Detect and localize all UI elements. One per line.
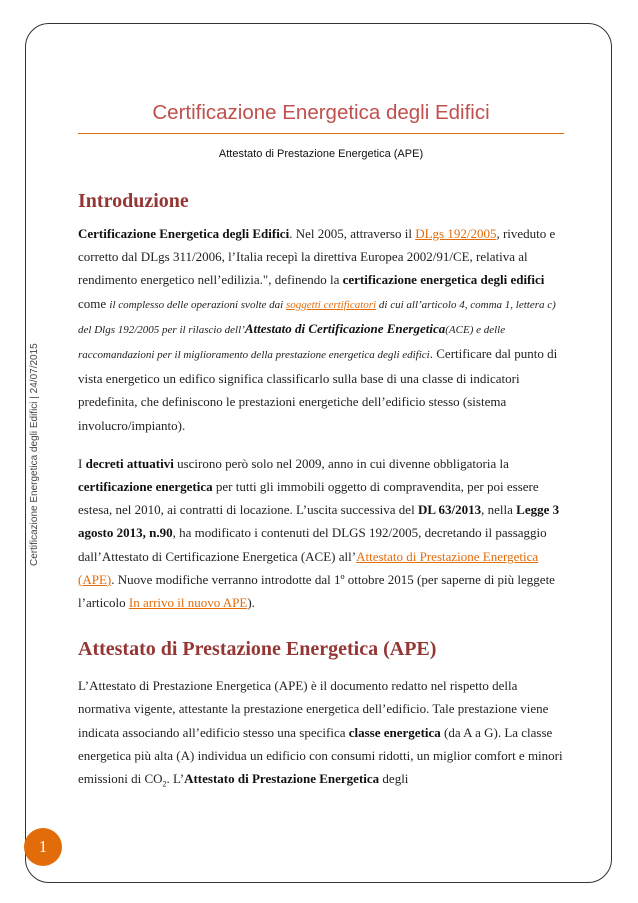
italic-text: (ACE) e delle raccomandazioni per il miglioramento della prestazione energetica degli edifici	[78, 323, 506, 362]
section-heading-introduzione: Introduzione	[78, 190, 189, 212]
text-span: come	[78, 295, 110, 311]
link-nuovo-ape[interactable]: In arrivo il nuovo APE	[128, 595, 248, 611]
bold-text: Attestato di Prestazione Energetica	[184, 771, 380, 787]
text-span: per tutti gli immobili oggetto di compravendita, per poi essere estesa, nel 2010, ai contratti di locazione. L’uscita successiva del	[78, 479, 539, 518]
paragraph-ape-1	[78, 674, 564, 796]
text-span: , riveduto e corretto dal DLgs 311/2006, l’Italia recepì la direttiva Europea 2002/91/CE, relativa al rendimento energetico nell’edilizia.", definendo la	[78, 226, 556, 288]
bold-text: classe energetica	[348, 724, 441, 740]
link-attestato-ape[interactable]: Attestato di Prestazione Energetica (APE)	[78, 548, 539, 587]
content-area	[78, 186, 564, 796]
text-span: , ha modificato i contenuti del DLGS 192/2005, decretando il passaggio dall’Attestato di Certificazione Energetica (ACE) all’	[78, 525, 547, 564]
bold-text: Certificazione Energetica degli Edifici	[78, 226, 290, 241]
paragraph-intro-2	[78, 452, 564, 614]
bold-text: DL 63/2013	[417, 502, 482, 518]
title-divider	[78, 133, 564, 134]
bold-text: certificazione energetica degli edifici	[342, 272, 545, 288]
section-heading-ape: Attestato di Prestazione Energetica (APE)	[78, 638, 437, 661]
document-subtitle: Attestato di Prestazione Energetica (APE)	[218, 148, 424, 160]
text-span: . Nuove modifiche verranno introdotte dal 1º ottobre 2015 (per saperne di più leggete l’articolo	[78, 571, 555, 611]
link-dlgs-192-2005[interactable]: DLgs 192/2005	[415, 226, 497, 241]
text-span: (da A a G). La classe energetica più alta (A) individua un edificio con consumi ridotti, un miglior comfort e minori emissioni di CO	[78, 724, 563, 787]
bold-text: certificazione energetica	[78, 479, 213, 495]
text-span: , nella	[481, 502, 517, 518]
text-span: . Nel 2005, attraverso il	[289, 226, 416, 241]
text-span: degli	[379, 771, 409, 787]
text-span: . L’	[166, 771, 185, 787]
subscript: 2	[162, 779, 167, 789]
paragraph-intro-1	[78, 222, 564, 437]
italic-text: il complesso delle operazioni svolte dai	[109, 298, 286, 311]
text-span: L’Attestato di Prestazione Energetica (APE) è il documento redatto nel rispetto della normativa vigente, attestante la prestazione energetica dell’edificio. Tale prestazione viene indicata associando all’edificio stesso una specifica	[78, 678, 549, 740]
bold-text: decreti attuativi	[85, 455, 174, 471]
text-span: uscirono però solo nel 2009, anno in cui divenne obbligatoria la	[173, 455, 509, 471]
text-span: ).	[247, 595, 255, 611]
text-span: I	[78, 455, 86, 471]
bold-text: Legge 3 agosto 2013, n.90	[78, 502, 560, 541]
page-number-badge: 1	[24, 828, 62, 866]
italic-text: di cui all’articolo 4, comma 1, lettera c) del Dlgs 192/2005 per il rilascio dell’	[78, 298, 556, 336]
bold-italic-text: Attestato di Certificazione Energetica	[244, 320, 446, 336]
sidebar-running-text: Certificazione Energetica degli Edifici | 24/07/2015	[29, 343, 40, 566]
text-span: . Certificare dal punto di vista energetico un edifico significa classificarlo sulla base di una classe di indicatori predefinita, che definiscono le prestazioni energetiche dell’edificio stesso (sistema involucro/impianto).	[78, 346, 558, 433]
document-title: Certificazione Energetica degli Edifici	[152, 101, 490, 124]
link-soggetti-certificatori[interactable]: soggetti certificatori	[286, 298, 377, 311]
